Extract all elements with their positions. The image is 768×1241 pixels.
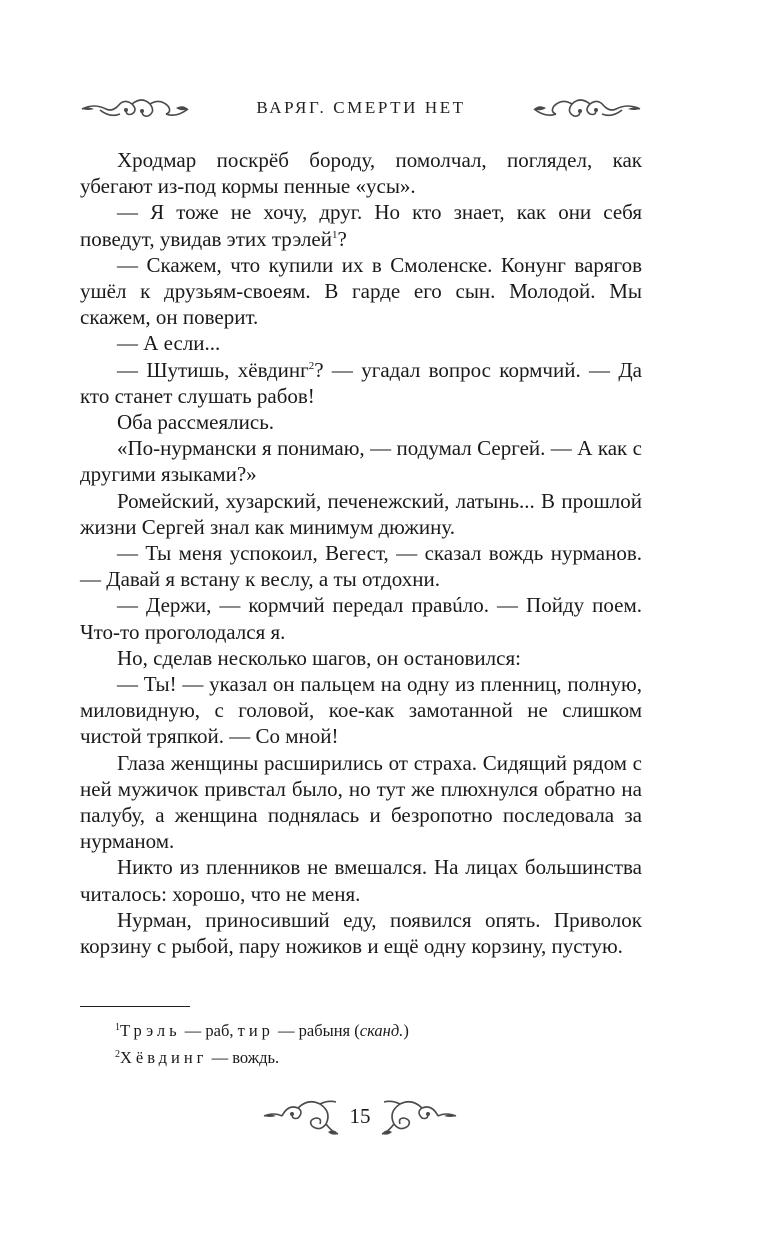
running-header [80,92,642,126]
paragraph: — Скажем, что купили их в Смоленске. Конунг варягов ушёл к друзьям-своеям. В гарде его сын. Молодой. Мы скажем, он поверит. [80,252,642,330]
paragraph: — Ты меня успокоил, Вегест, — сказал вождь нурманов. — Давай я встану к веслу, а ты отдохни. [80,541,642,592]
paragraph: — Шутишь, хёвдинг$^2$? — угадал вопрос кормчий. — Да кто станет слушать рабов! [80,357,642,408]
paragraph: Нурман, приносивший еду, появился опять. Приволок корзину с рыбой, пару ножиков и ещё одну корзину, пустую. [80,907,642,959]
footer-ornament-right-icon [380,1094,458,1140]
footnote: $^1$Трэль — раб, тир — рабыня (сканд.) [115,1021,409,1040]
paragraph: — Я тоже не хочу, друг. Но кто знает, как они себя поведут, увидав этих трэлей$^1$? [80,200,642,251]
paragraph: — Ты! — указал он пальцем на одну из пленниц, полную, миловидную, с головой, кое-как замотанной не слишком чистой тряпкой. — Со мной! [80,672,642,749]
page-number: 15 [349,1104,371,1128]
footnote: $^2$Хёвдинг — вождь. [115,1048,280,1067]
running-title: ВАРЯГ. СМЕРТИ НЕТ [256,98,466,117]
body-text [80,147,642,959]
footnote-ref: 1 [332,228,338,241]
paragraph: Глаза женщины расширились от страха. Сидящий рядом с ней мужичок привстал было, но тут же плюхнулся обратно на палубу, а женщина поднялась и безропотно последовала за нурманом. [80,750,642,854]
flourish-ornament-right-icon [532,92,642,126]
paragraph: Но, сделав несколько шагов, он остановился: [117,645,521,670]
footnote-divider [80,1006,190,1007]
footnotes [115,1017,635,1071]
paragraph: Никто из пленников не вмешался. На лицах большинства читалось: хорошо, что не меня. [80,855,642,906]
footnote-ref: 2 [308,359,315,372]
paragraph: — А если... [117,331,221,356]
paragraph: Хродмар поскрёб бороду, помолчал, поглядел, как убегают из-под кормы пенные «усы». [80,148,642,199]
paragraph: Оба рассмеялись. [117,410,275,435]
paragraph: Ромейский, хузарский, печенежский, латынь... В прошлой жизни Сергей знал как минимум дюжину. [80,488,642,539]
page-footer [262,1094,458,1140]
paragraph: «По-нурмански я понимаю, — подумал Сергей. — А как с другими языками?» [80,436,642,487]
paragraph: — Держи, — кормчий передал правúло. — Пойду поем. Что-то проголодался я. [80,593,642,644]
